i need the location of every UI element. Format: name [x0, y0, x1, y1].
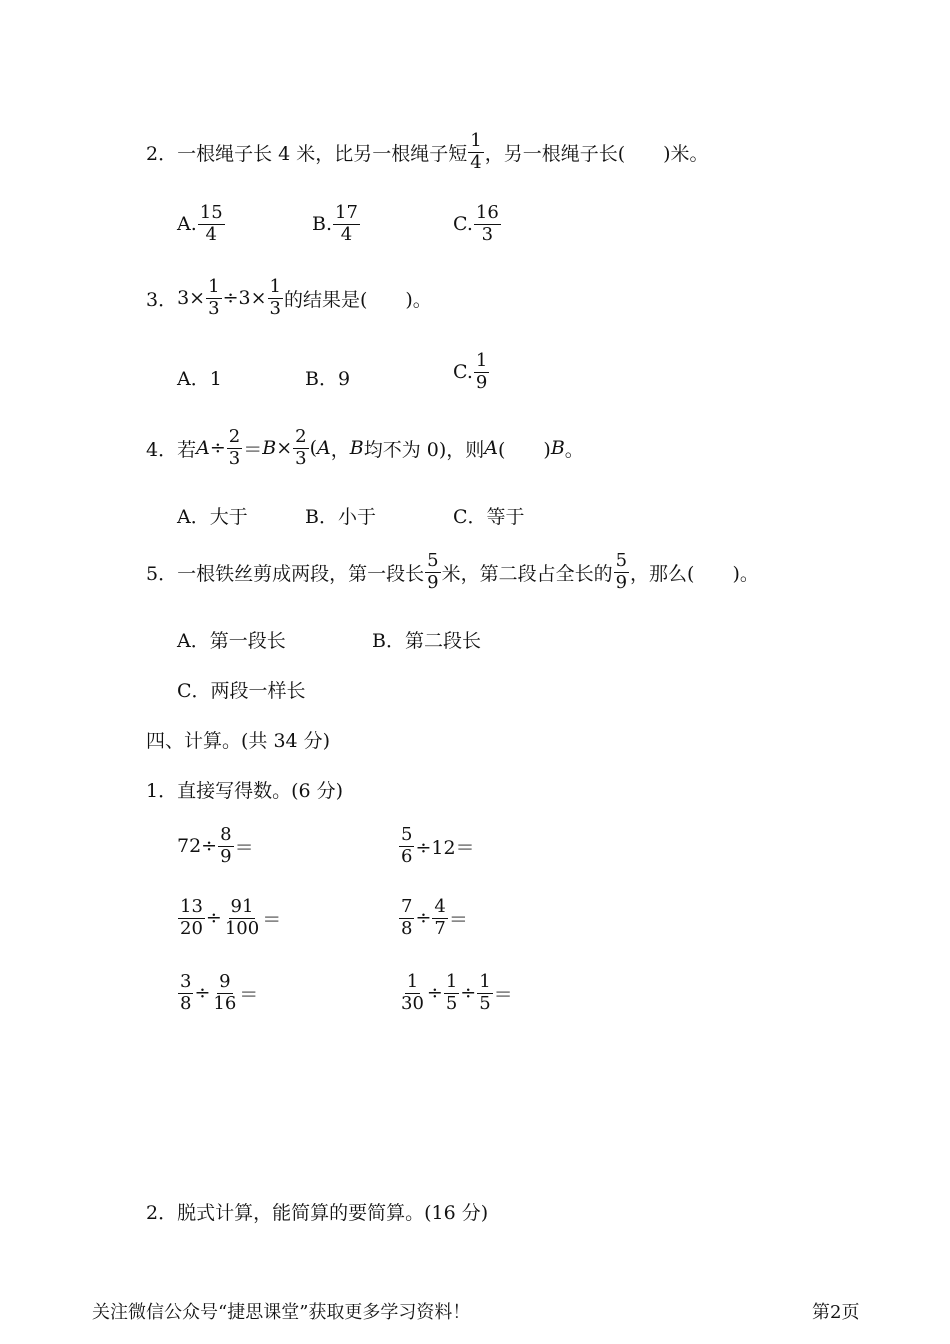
option-a: A．1 — [177, 368, 222, 390]
calc2-title: 2．脱式计算，能简算的要简算。(16 分) — [146, 1202, 489, 1224]
option-c: C．两段一样长 — [177, 680, 306, 702]
fraction: $\frac{2}{3}$ — [295, 426, 307, 469]
section-title: 四、计算。(共 34 分) — [146, 730, 331, 752]
option-a: A．大于 — [177, 506, 248, 528]
expression-1: 72÷ $\frac{8}{9}$ ＝ — [177, 824, 254, 867]
option-b: B．第二段长 — [372, 630, 481, 652]
question-text: ，另一根绳子长( )米。 — [484, 142, 709, 165]
option-b: B．小于 — [305, 506, 376, 528]
question-2 — [146, 132, 709, 173]
fraction: $\frac{1}{3}$ — [269, 276, 281, 319]
question-5: 5． 一根铁丝剪成两段，第一段长 $\frac{5}{9}$ 米，第二段占全长的 $\frac{5}{9}$ ，那么( )。 — [146, 550, 759, 593]
option-a: A．第一段长 — [177, 630, 286, 652]
option-c: C. $\frac{16}{3}$ — [453, 202, 499, 245]
option-c: C．等于 — [453, 506, 525, 528]
question-number: 3． — [146, 288, 178, 311]
page-number: 第2页 — [812, 1302, 860, 1323]
expression-3: $\frac{13}{20}$ ÷ $\frac{91}{100}$ ＝ — [180, 896, 282, 939]
question-number: 5． — [146, 562, 178, 585]
question-3: 3． 3× $\frac{1}{3}$ ÷3× $\frac{1}{3}$ 的结果是( )。 — [146, 276, 432, 319]
fraction: $\frac{1}{3}$ — [208, 276, 220, 319]
fraction: $\frac{1}{4}$ — [470, 130, 482, 173]
expression-5: $\frac{3}{8}$ ÷ $\frac{9}{16}$ ＝ — [180, 971, 259, 1014]
fraction: $\frac{5}{9}$ — [427, 550, 439, 593]
expression-4: $\frac{7}{8}$ ÷ $\frac{4}{7}$ ＝ — [401, 896, 468, 939]
question-text: 一根绳子长 4 米，比另一根绳子短 — [177, 142, 468, 165]
question-4: 4． 若 A ÷ $\frac{2}{3}$ ＝ B × $\frac{2}{3}$ ( A ， B 均不为 0)，则 A ( ) B 。 — [146, 426, 584, 469]
option-a: A. $\frac{15}{4}$ — [177, 202, 223, 245]
expression-6: $\frac{1}{30}$ ÷ $\frac{1}{5}$ ÷ $\frac{1}{5}$ ＝ — [401, 971, 513, 1014]
calc1-title: 1．直接写得数。(6 分) — [146, 780, 344, 802]
fraction: $\frac{5}{9}$ — [615, 550, 628, 593]
footer-note: 关注微信公众号“捷思课堂”获取更多学习资料！ — [92, 1302, 471, 1323]
question-number: 4． — [146, 438, 178, 461]
option-b: B．9 — [305, 368, 351, 390]
option-b: B. $\frac{17}{4}$ — [312, 202, 358, 245]
option-c: C. $\frac{1}{9}$ — [453, 350, 488, 393]
fraction: $\frac{2}{3}$ — [228, 426, 241, 469]
question-number: 2． — [146, 142, 178, 165]
expression-2: $\frac{5}{6}$ ÷12＝ — [401, 824, 475, 867]
